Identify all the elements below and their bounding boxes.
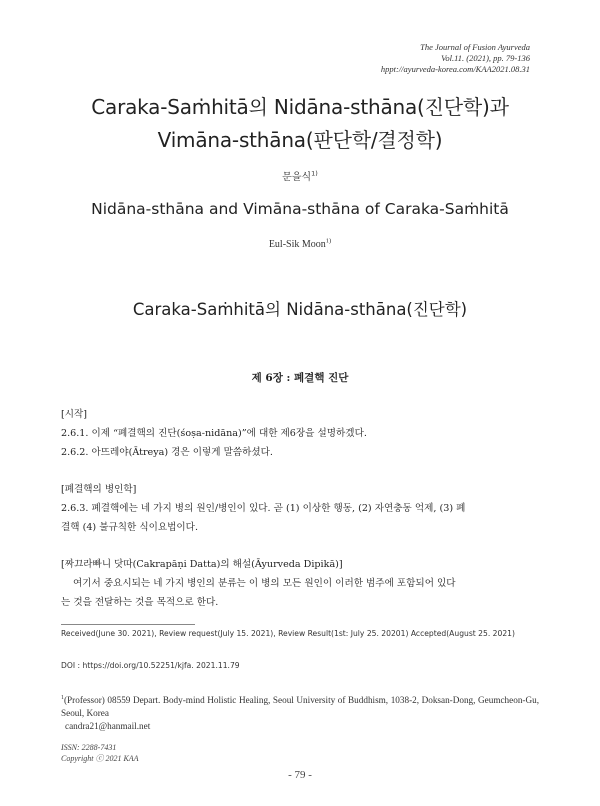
affiliation-text: (Professor) 08559 Depart. Body-mind Holistic Healing, Seoul University of Buddhism, 1038-2, Doksan-Dong, Geumcheon-Gu, Seoul, Korea [61, 695, 539, 718]
copyright: Copyright ⓒ 2021 KAA [61, 754, 139, 763]
affiliation-footnote-mark: 1 [61, 694, 64, 701]
paragraph-2-6-3-line-1: 2.6.3. 폐결핵에는 네 가지 병의 원인/병인이 있다. 곧 (1) 이상한 행동, (2) 자연충동 억제, (3) 폐 [61, 503, 466, 514]
journal-url[interactable]: hppt://ayurveda-korea.com/KAA2021.08.31 [380, 64, 530, 74]
author-korean-footnote-mark[interactable]: 1) [311, 169, 318, 178]
chapter-title: 제 6장 : 폐결핵 진단 [251, 372, 349, 384]
body-block-etiology [61, 480, 539, 537]
footnote-divider [61, 624, 195, 625]
body-block-commentary [61, 555, 539, 612]
author-english [0, 239, 600, 250]
paragraph-2-6-1: 2.6.1. 이제 “폐결핵의 진단(śoṣa-nidāna)”에 대한 제6장을 설명하겠다. [61, 428, 367, 439]
journal-name: The Journal of Fusion Ayurveda [420, 42, 530, 52]
english-title: Nidāna-sthāna and Vimāna-sthāna of Caraka-Saṁhitā [91, 200, 509, 218]
block-heading-start: [시작] [61, 409, 88, 420]
journal-info [381, 42, 530, 75]
issn-copyright [61, 742, 139, 764]
author-email[interactable]: candra21@hanmail.net [65, 721, 151, 731]
author-korean [0, 168, 600, 183]
commentary-line-1: 여기서 중요시되는 네 가지 병인의 분류는 이 병의 모든 원인이 이러한 범주에 포함되어 있다 [73, 578, 456, 589]
issn: ISSN: 2288-7431 [61, 743, 117, 752]
section-title: Caraka-Saṁhitā의 Nidāna-sthāna(진단학) [132, 300, 468, 319]
paragraph-2-6-2: 2.6.2. 아뜨레야(Ātreya) 경은 이렇게 말씀하셨다. [61, 447, 273, 458]
body-block-introduction [61, 405, 539, 462]
block-heading-etiology: [폐결핵의 병인학] [61, 484, 137, 495]
journal-volume: Vol.11. (2021), pp. 79-136 [441, 53, 530, 63]
page-number: - 79 - [288, 769, 312, 781]
korean-title-line-2: Vimāna-sthāna(판단학/결정학) [157, 128, 443, 152]
commentary-line-2: 는 것을 전달하는 것을 목적으로 한다. [61, 597, 219, 608]
block-heading-commentary: [짜끄라빠니 닷따(Cakrapāṇi Datta)의 해설(Āyurveda Dipikā)] [61, 559, 343, 570]
received-dates: Received(June 30. 2021), Review request(July 15. 2021), Review Result(1st: July 25. 20201) Accepted(August 25. 2021) [61, 629, 515, 638]
author-english-footnote-mark[interactable]: 1) [325, 237, 332, 245]
author-affiliation-footnote [61, 694, 539, 733]
author-korean-name: 문을식 [282, 172, 312, 183]
paragraph-2-6-3-line-2: 결핵 (4) 불규칙한 식이요법이다. [61, 522, 198, 533]
author-english-name: Eul-Sik Moon [268, 239, 326, 250]
korean-title-line-1: Caraka-Saṁhitā의 Nidāna-sthāna(진단학)과 [91, 95, 509, 119]
doi-line[interactable]: DOI : https://doi.org/10.52251/kjfa. 2021.11.79 [61, 661, 240, 670]
